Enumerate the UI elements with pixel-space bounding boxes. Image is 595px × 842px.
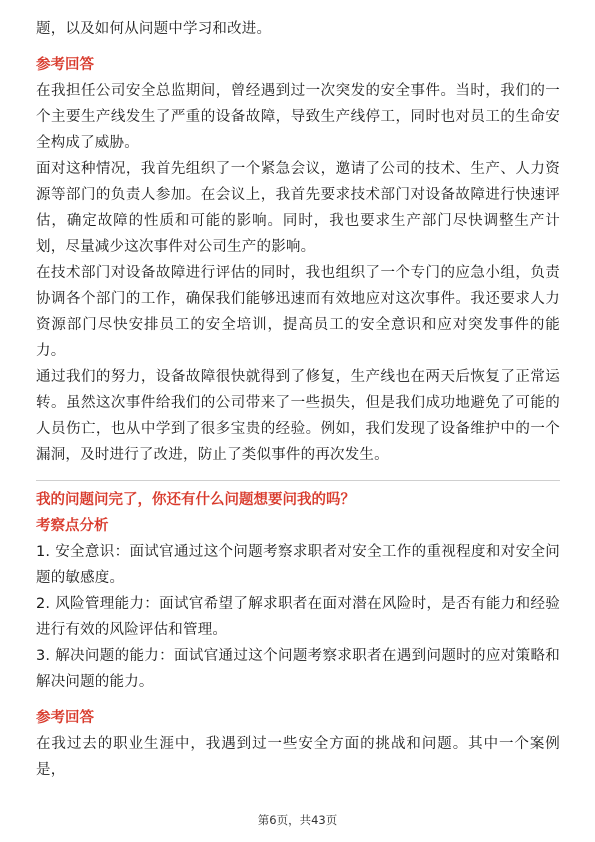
analysis-heading: 考察点分析 (36, 518, 109, 534)
question-heading: 我的问题问完了，你还有什么问题想要问我的吗？ (36, 492, 355, 508)
reference-answer-heading: 参考回答 (36, 57, 94, 73)
answer-paragraph-2: 面对这种情况，我首先组织了一个紧急会议，邀请了公司的技术、生产、人力资源等部门的负责人参加。在会议上，我首先要求技术部门对设备故障进行快速评估，确定故障的性质和可能的影响。同时，我也要求生产部门尽快调整生产计划，尽量减少这次事件对公司生产的影响。 (36, 161, 560, 255)
analysis-point-3: 3. 解决问题的能力：面试官通过这个问题考察求职者在遇到问题时的应对策略和解决问题的能力。 (36, 648, 560, 690)
answer-paragraph-3: 在技术部门对设备故障进行评估的同时，我也组织了一个专门的应急小组，负责协调各个部门的工作，确保我们能够迅速而有效地应对这次事件。我还要求人力资源部门尽快安排员工的安全培训，提高员工的安全意识和应对突发事件的能力。 (36, 265, 560, 359)
page-content (36, 16, 560, 783)
reference-answer-heading-2: 参考回答 (36, 710, 94, 726)
answer-paragraph-4: 通过我们的努力，设备故障很快就得到了修复，生产线也在两天后恢复了正常运转。虽然这次事件给我们的公司带来了一些损失，但是我们成功地避免了可能的人员伤亡，也从中学到了很多宝贵的经验。例如，我们发现了设备维护中的一个漏洞，及时进行了改进，防止了类似事件的再次发生。 (36, 369, 560, 463)
analysis-point-2: 2. 风险管理能力：面试官希望了解求职者在面对潜在风险时，是否有能力和经验进行有效的风险评估和管理。 (36, 596, 560, 638)
analysis-point-1: 1. 安全意识：面试官通过这个问题考察求职者对安全工作的重视程度和对安全问题的敏感度。 (36, 544, 560, 586)
answer2-paragraph-1: 在我过去的职业生涯中，我遇到过一些安全方面的挑战和问题。其中一个案例是， (36, 736, 560, 778)
section-divider (36, 480, 560, 481)
page-number-footer: 第6页，共43页 (257, 813, 338, 827)
answer-paragraph-1: 在我担任公司安全总监期间，曾经遇到过一次突发的安全事件。当时，我们的一个主要生产线发生了严重的设备故障，导致生产线停工，同时也对员工的生命安全构成了威胁。 (36, 83, 560, 151)
continued-paragraph: 题，以及如何从问题中学习和改进。 (36, 21, 272, 37)
